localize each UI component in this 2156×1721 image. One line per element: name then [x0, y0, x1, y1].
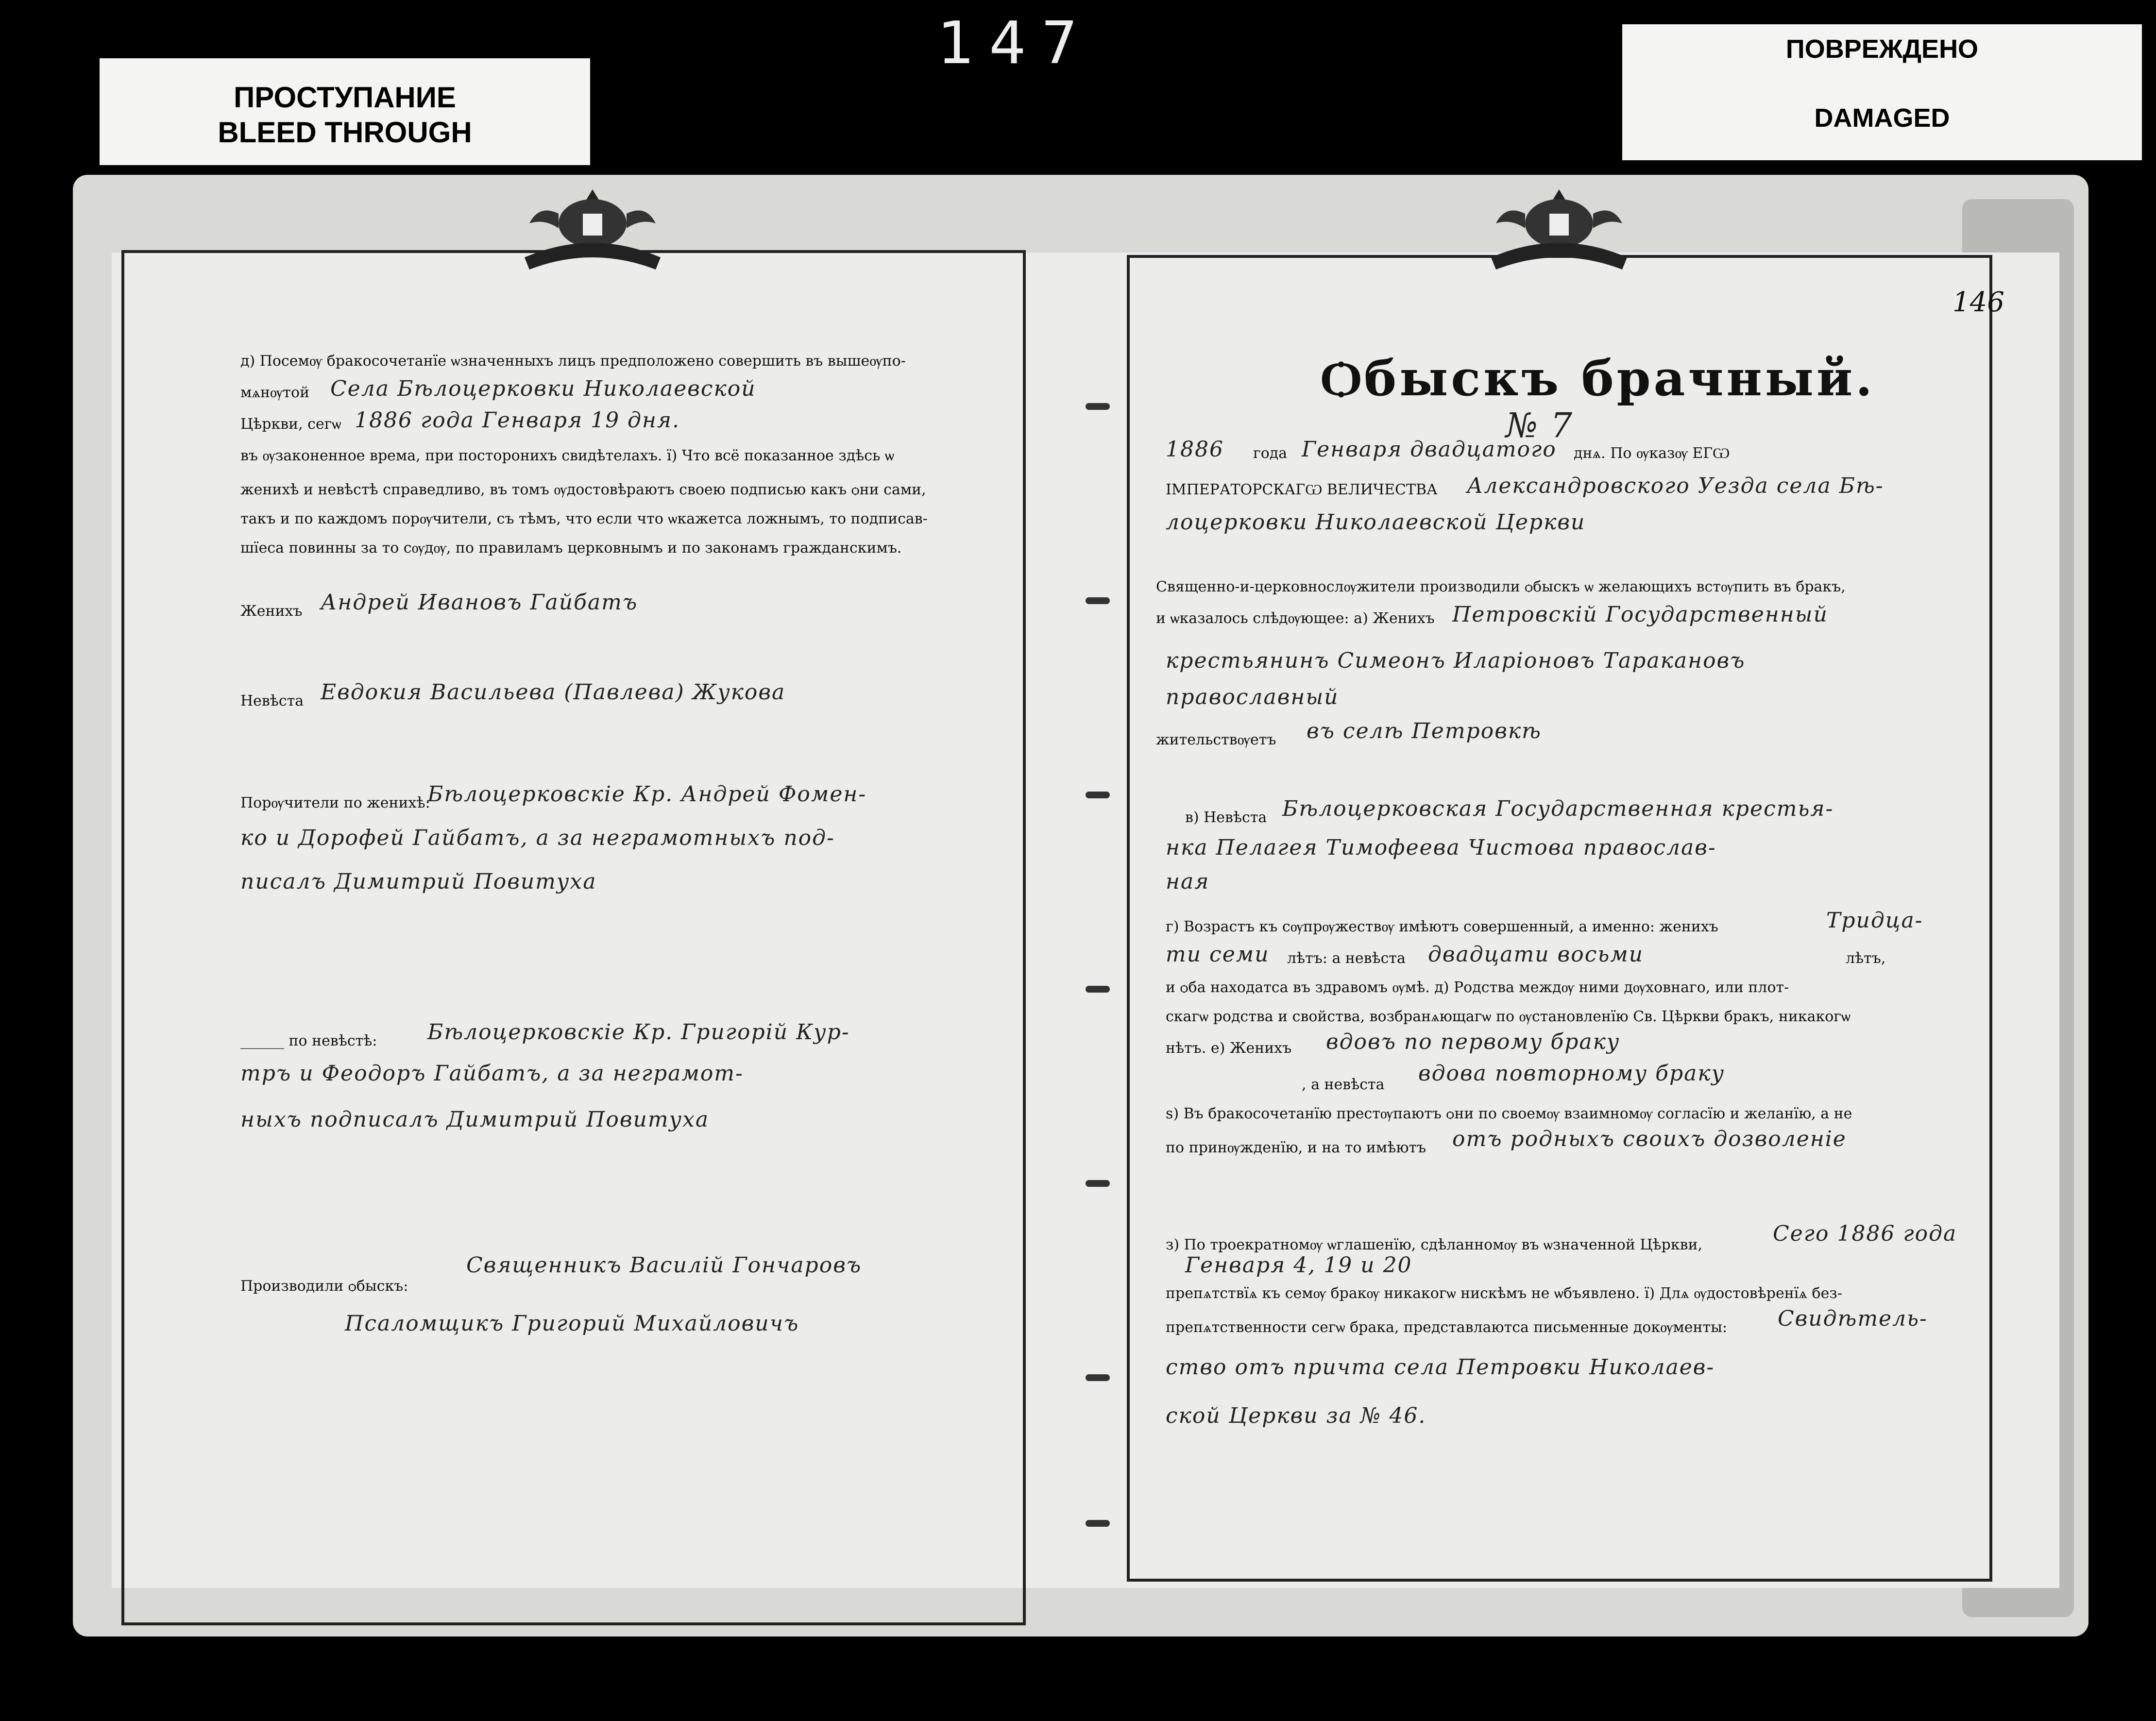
right-line-5: и ѡказалось слѣдѹющее: а) Женихъ: [1156, 610, 1435, 627]
church-name-handwritten: Села Бѣлоцерковки Николаевской: [330, 376, 756, 401]
sureties-bride-label: ______ по невѣстѣ:: [240, 1032, 377, 1049]
day-handwritten: Генваря двадцатого: [1302, 437, 1557, 462]
damaged-en: DAMAGED: [1814, 103, 1950, 133]
right-line-14: и ѻба находатса въ здравомъ ѹмѣ. д) Родства междѹ ними дѹховнаго, или плот-: [1166, 979, 1789, 996]
bleed-through-label: [100, 58, 590, 165]
sureties-bride-line-2: тръ и Феодоръ Гайбатъ, а за неграмот-: [240, 1061, 744, 1086]
right-line-15: скагѡ родства и свойства, возбранѧющагѡ по ѹстановленїю Св. Цѣркви бракъ, никакогѡ: [1166, 1008, 1850, 1025]
imperial-majesty-text: ІМПЕРАТОРСКАГѠ ВЕЛИЧЕСТВА: [1166, 481, 1438, 498]
bleed-through-en: BLEED THROUGH: [218, 116, 472, 149]
bride-origin-handwritten: Бѣлоцерковская Государственная крестья-: [1282, 796, 1834, 821]
bleed-through-ru: ПРОСТУПАНИЕ: [234, 81, 456, 114]
sureties-groom-line-2: ко и Дорофей Гайбатъ, а за неграмотныхъ под-: [240, 826, 835, 850]
year-handwritten: 1886: [1166, 437, 1224, 462]
right-line-4: Священно-и-церковнослѹжители производили ѻбыскъ ѡ желающихъ встѹпить въ бракъ,: [1156, 578, 1846, 595]
right-line-12: г) Возрастъ къ сѹпрѹжествѹ имѣютъ совершенный, а именно: женихъ: [1166, 918, 1718, 935]
residence-handwritten: въ селѣ Петровкѣ: [1307, 719, 1542, 743]
years-label: лѣтъ,: [1846, 950, 1886, 967]
church-handwritten: лоцерковки Николаевской Церкви: [1166, 510, 1586, 535]
groom-age-cont-handwritten: ти семи: [1166, 942, 1270, 967]
left-line-2-label: мѧнѹтой: [240, 384, 310, 401]
groom-name-right-handwritten: крестьянинъ Симеонъ Иларіоновъ Таракановъ: [1166, 648, 1746, 673]
left-line-3-label: Цѣркви, сегѡ: [240, 416, 341, 433]
groom-label: Женихъ: [240, 603, 303, 620]
damaged-label: [1622, 24, 2142, 160]
banns-dates-handwritten: Генваря 4, 19 и 20: [1185, 1253, 1412, 1278]
sureties-bride-line-3: ныхъ подписалъ Димитрий Повитуха: [240, 1107, 710, 1132]
page-number: 146: [1952, 287, 2004, 318]
right-line-20: з) По троекратномѹ ѡглашенїю, сдѣланномѹ въ ѡзначенной Цѣркви,: [1166, 1236, 1703, 1253]
documents-cont2-handwritten: ской Церкви за № 46.: [1166, 1403, 1426, 1428]
right-line-19: по принѹжденїю, и на то имѣютъ: [1166, 1139, 1426, 1156]
bride-marital-status-handwritten: вдова повторному браку: [1418, 1061, 1725, 1086]
groom-marital-status-handwritten: вдовъ по первому браку: [1326, 1029, 1620, 1054]
banns-year-handwritten: Сего 1886 года: [1773, 1221, 1957, 1246]
bride-name-handwritten: Евдокия Васильева (Павлева) Жукова: [321, 680, 786, 705]
district-handwritten: Александровского Уезда села Бѣ-: [1467, 473, 1884, 498]
record-number: № 7: [1506, 405, 1574, 445]
documents-cont-handwritten: ство отъ причта села Петровки Николаев-: [1166, 1355, 1715, 1380]
bride-label: Невѣста: [240, 692, 304, 709]
left-line-6: такъ и по каждомъ порѹчители, съ тѣмъ, что если что ѡкажетса ложнымъ, то подписав-: [240, 510, 928, 527]
decree-text: днѧ. По ѹказѹ ЕГѠ: [1574, 445, 1730, 462]
document-title: Ѻбыскъ брачный.: [1321, 350, 1875, 407]
right-line-22: препѧтствїѧ къ семѹ бракѹ никакогѡ нискѣмъ не ѡбъявлено. ї) Длѧ ѹдостовѣренїѧ без-: [1166, 1285, 1842, 1302]
right-line-17: , а невѣста: [1302, 1076, 1385, 1093]
right-line-23: препѧтственности сегѡ брака, представлаютса письменные докѹменты:: [1166, 1319, 1728, 1336]
left-line-4: въ ѹзаконенное врема, при посторонихъ свидѣтелахъ. ї) Что всё показанное здѣсь ѡ: [240, 447, 894, 464]
groom-origin-handwritten: Петровскій Государственный: [1452, 602, 1828, 627]
left-line-7: шїеса повинны за то сѹдѹ, по правиламъ церковнымъ и по законамъ гражданскимъ.: [240, 540, 902, 557]
bride-name-right-handwritten: нка Пелагея Тимофеева Чистова православ-: [1166, 835, 1716, 860]
right-line-16: нѣтъ. е) Женихъ: [1166, 1040, 1292, 1057]
groom-religion-handwritten: православный: [1166, 685, 1339, 709]
frame-number: 147: [937, 10, 1093, 77]
bride-age-handwritten: двадцати восьми: [1428, 942, 1644, 967]
residence-label: жительствѹетъ: [1156, 731, 1276, 748]
wedding-date-handwritten: 1886 года Генваря 19 дня.: [355, 408, 680, 433]
groom-age-handwritten: Тридца-: [1826, 908, 1923, 933]
sureties-groom-label: Порѹчители по женихѣ:: [240, 794, 430, 811]
bride-religion-handwritten: ная: [1166, 869, 1210, 894]
damaged-ru: ПОВРЕЖДЕНО: [1785, 34, 1979, 64]
performed-by-label: Производили ѻбыскъ:: [240, 1278, 408, 1295]
sureties-bride-line-1: Бѣлоцерковскіе Кр. Григорій Кур-: [427, 1020, 850, 1045]
priest-signature: Священникъ Василій Гончаровъ: [466, 1253, 862, 1278]
year-label: года: [1253, 445, 1288, 462]
imperial-eagle-emblem-icon: [515, 185, 670, 277]
left-line-5: женихѣ и невѣстѣ справедливо, въ томъ ѹдостовѣраютъ своею подписью какъ ѻни сами,: [240, 481, 926, 498]
bride-right-label: в) Невѣста: [1185, 809, 1267, 826]
right-line-18: ѕ) Въ бракосочетанїю престѹпаютъ ѻни по своемѹ взаимномѹ согласїю и желанїю, а не: [1166, 1105, 1852, 1122]
sureties-groom-line-3: писалъ Димитрий Повитуха: [240, 869, 597, 894]
imperial-eagle-emblem-icon: [1481, 185, 1637, 277]
consent-handwritten: отъ родныхъ своихъ дозволеніе: [1452, 1127, 1847, 1151]
groom-name-handwritten: Андрей Ивановъ Гайбатъ: [321, 590, 638, 615]
right-line-13: лѣтъ: а невѣста: [1287, 950, 1406, 967]
psalmist-signature: Псаломщикъ Григорий Михайловичъ: [345, 1311, 799, 1336]
binding-stitches: [1081, 257, 1120, 1627]
left-line-1: д) Посемѹ бракосочетанїе ѡзначенныхъ лицъ предположено совершить въ вышеѹпо-: [240, 353, 906, 370]
sureties-groom-line-1: Бѣлоцерковскіе Кр. Андрей Фомен-: [427, 782, 867, 807]
documents-handwritten: Свидѣтель-: [1778, 1306, 1928, 1331]
